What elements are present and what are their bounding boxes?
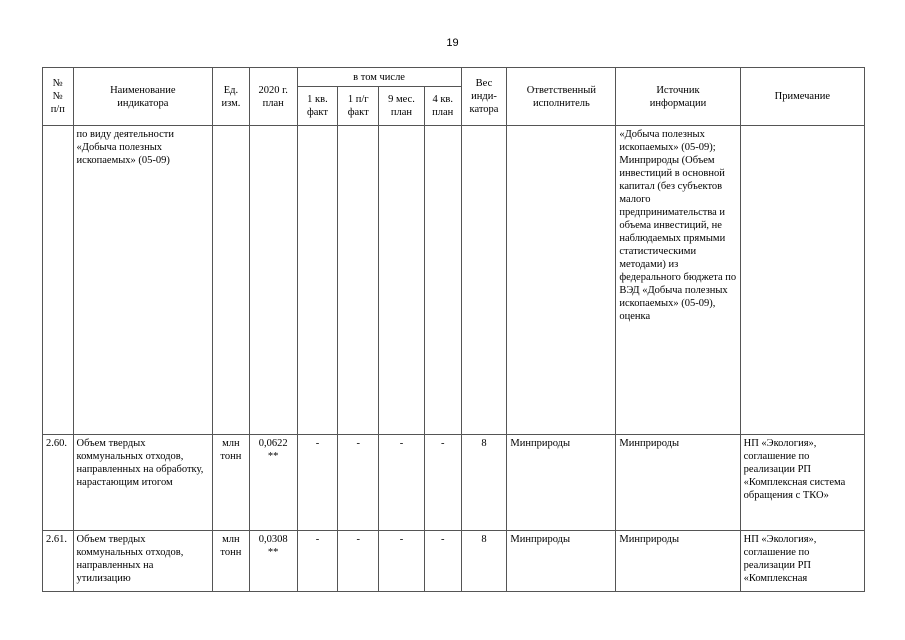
table-row [43,126,865,435]
cell-q1 [297,126,338,435]
cell-weight: 8 [461,435,507,531]
cell-num: 2.61. [43,531,74,592]
cell-name: Объем твердых коммунальных отходов, направленных на обработку, нарастающим итогом [73,435,213,531]
header-note: Примечание [740,68,864,126]
cell-q4 [424,126,461,435]
cell-source: Минприроды [616,435,740,531]
cell-name: по виду деятельности «Добыча полезных ископаемых» (05-09) [73,126,213,435]
cell-name: Объем твердых коммунальных отходов, направленных на утилизацию [73,531,213,592]
header-plan2020: 2020 г. план [249,68,297,126]
cell-source: Минприроды [616,531,740,592]
header-source: Источник информации [616,68,740,126]
cell-plan2020 [249,126,297,435]
cell-q1: - [297,531,338,592]
cell-q4: - [424,435,461,531]
table-row [43,435,865,531]
cell-m9 [379,126,425,435]
cell-source: «Добыча полезных ископаемых» (05-09); Минприроды (Объем инвестиций в основной капитал (без субъектов малого предпринимательства и объема инвестиций, не наблюдаемых прямыми статистическими методами) из федерального бюджета по ВЭД «Добыча полезных ископаемых» (05-09), оценка [616,126,740,435]
cell-weight [461,126,507,435]
cell-q1: - [297,435,338,531]
cell-unit [213,126,250,435]
cell-m9: - [379,531,425,592]
header-responsible: Ответственный исполнитель [507,68,616,126]
header-num: № № п/п [43,68,74,126]
table-row [43,531,865,592]
header-name: Наименование индикатора [73,68,213,126]
cell-note: НП «Экология», соглашение по реализации РП «Комплексная [740,531,864,592]
cell-num [43,126,74,435]
cell-q4: - [424,531,461,592]
table-header-row [43,68,865,87]
cell-note: НП «Экология», соглашение по реализации РП «Комплексная система обращения с ТКО» [740,435,864,531]
cell-weight: 8 [461,531,507,592]
cell-m9: - [379,435,425,531]
cell-plan2020: 0,0308 ** [249,531,297,592]
header-including: в том числе [297,68,461,87]
cell-h1: - [338,531,379,592]
cell-note [740,126,864,435]
header-unit: Ед. изм. [213,68,250,126]
cell-unit: млн тонн [213,531,250,592]
page-number: 19 [446,37,459,49]
cell-responsible [507,126,616,435]
header-h1: 1 п/г факт [338,87,379,126]
header-weight: Вес инди- катора [461,68,507,126]
cell-plan2020: 0,0622 ** [249,435,297,531]
header-q4: 4 кв. план [424,87,461,126]
cell-num: 2.60. [43,435,74,531]
cell-responsible: Минприроды [507,435,616,531]
cell-h1: - [338,435,379,531]
cell-responsible: Минприроды [507,531,616,592]
header-q1: 1 кв. факт [297,87,338,126]
cell-h1 [338,126,379,435]
indicators-table [42,67,865,592]
cell-unit: млн тонн [213,435,250,531]
header-m9: 9 мес. план [379,87,425,126]
